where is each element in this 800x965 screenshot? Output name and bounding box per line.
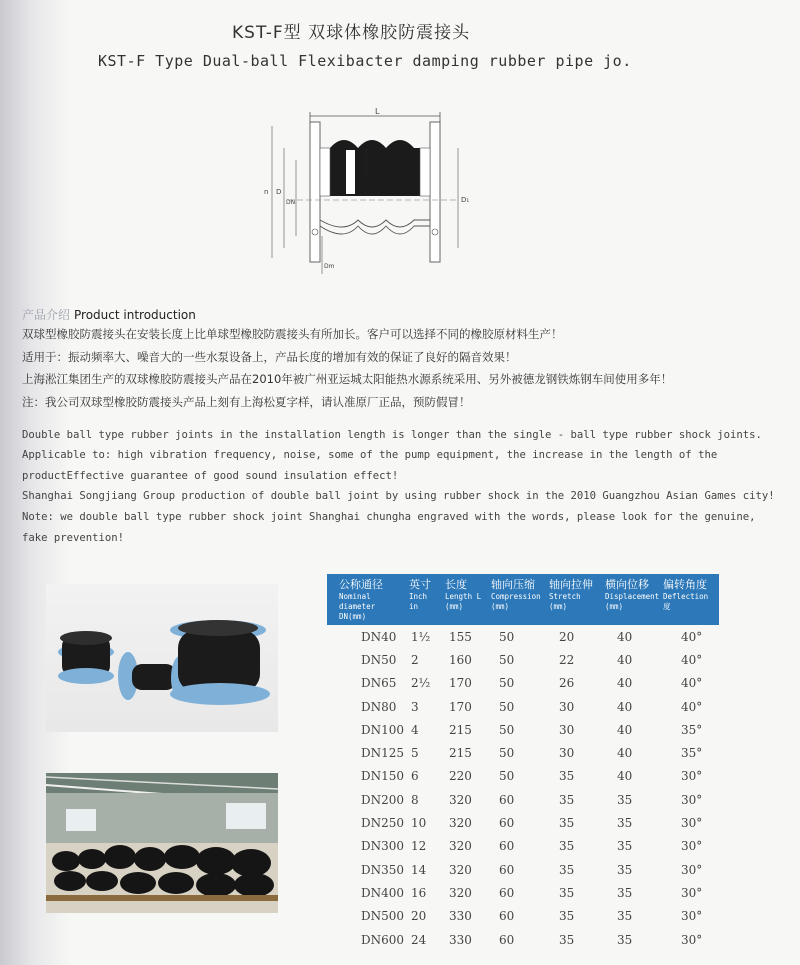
table-row [327, 928, 719, 951]
table-cell: 30° [681, 885, 703, 900]
table-cell: DN250 [361, 816, 405, 831]
header-label-cn: 公称通径 [339, 578, 383, 591]
table-cell: 40 [617, 722, 633, 737]
table-cell: 50 [499, 722, 515, 737]
table-cell: 35 [617, 885, 633, 900]
table-cell: 35 [617, 862, 633, 877]
table-header-cell [601, 574, 659, 625]
table-cell: DN400 [361, 885, 405, 900]
table-cell: 22 [559, 652, 575, 667]
table-cell: 30° [681, 839, 703, 854]
table-cell: 170 [449, 676, 472, 691]
dim-label-Dm: Dm [324, 263, 335, 270]
table-cell: 320 [449, 839, 472, 854]
table-cell: 330 [449, 909, 472, 924]
intro-cn-line-2: 适用于：振动频率大、噪音大的一些水泵设备上，产品长度的增加有效的保证了良好的隔音效果！ [22, 350, 517, 364]
table-row [327, 648, 719, 671]
table-cell: 50 [499, 629, 515, 644]
intro-en-line-1: Double ball type rubber joints in the installation length is longer than the single - ball type rubber shock joints. [22, 429, 762, 441]
table-cell: 35 [559, 885, 575, 900]
product-photo-svg [46, 584, 278, 732]
table-cell: DN200 [361, 792, 405, 807]
table-cell: 30 [559, 699, 575, 714]
table-cell: 40° [681, 676, 703, 691]
table-header-cell [487, 574, 543, 625]
specification-table [327, 574, 719, 951]
table-cell: 12 [411, 839, 427, 854]
table-cell: DN350 [361, 862, 405, 877]
table-cell: 24 [411, 932, 427, 947]
table-cell: 35 [559, 792, 575, 807]
factory-photo [46, 773, 278, 913]
table-cell: 35 [559, 839, 575, 854]
table-cell: 330 [449, 932, 472, 947]
table-cell: 35° [681, 722, 703, 737]
table-cell: 16 [411, 885, 427, 900]
table-cell: 220 [449, 769, 472, 784]
header-label-cn: 长度 [445, 578, 467, 591]
table-cell: DN500 [361, 909, 405, 924]
table-cell: 215 [449, 746, 472, 761]
table-cell: 35 [559, 769, 575, 784]
table-cell: 30° [681, 769, 703, 784]
header-label-en: Stretch (mm) [549, 592, 581, 611]
table-header-cell [403, 574, 439, 625]
table-cell: 40° [681, 629, 703, 644]
table-cell: 20 [559, 629, 575, 644]
table-row [327, 905, 719, 928]
table-cell: 30° [681, 816, 703, 831]
header-label-cn: 轴向压缩 [491, 578, 535, 591]
table-header-cell [543, 574, 601, 625]
dim-label-L: L [375, 108, 380, 116]
header-label-cn: 偏转角度 [663, 578, 707, 591]
table-cell: DN65 [361, 676, 397, 691]
table-cell: 50 [499, 652, 515, 667]
table-cell: 2 [411, 652, 419, 667]
table-cell: 320 [449, 862, 472, 877]
table-cell: 40 [617, 652, 633, 667]
table-cell: 30° [681, 792, 703, 807]
table-cell: 8 [411, 792, 419, 807]
table-cell: 155 [449, 629, 472, 644]
table-cell: 3 [411, 699, 419, 714]
table-cell: 30 [559, 746, 575, 761]
table-cell: DN40 [361, 629, 397, 644]
table-cell: 4 [411, 722, 419, 737]
technical-drawing-svg [258, 108, 490, 280]
table-cell: DN300 [361, 839, 405, 854]
table-row [327, 881, 719, 904]
intro-cn-line-4: 注：我公司双球型橡胶防震接头产品上刻有上海松夏字样，请认准原厂正品，预防假冒！ [22, 395, 471, 409]
header-label-en: Length L (mm) [445, 592, 482, 611]
table-cell: DN150 [361, 769, 405, 784]
table-cell: 35 [617, 839, 633, 854]
table-row [327, 765, 719, 788]
table-cell: 30 [559, 722, 575, 737]
table-body [327, 625, 719, 951]
header-label-en: Deflection 度 [663, 592, 709, 611]
table-cell: 320 [449, 792, 472, 807]
product-introduction-heading [22, 306, 196, 323]
factory-photo-svg [46, 773, 278, 913]
table-cell: 35 [559, 932, 575, 947]
dim-label-n: n [264, 188, 269, 196]
table-cell: 30° [681, 909, 703, 924]
table-header-cell [659, 574, 719, 625]
table-cell: 20 [411, 909, 427, 924]
table-cell: 40 [617, 629, 633, 644]
header-label-cn: 横向位移 [605, 578, 649, 591]
table-cell: 60 [499, 932, 515, 947]
header-label-en: Inch in [409, 592, 428, 611]
table-cell: 160 [449, 652, 472, 667]
table-cell: 30° [681, 932, 703, 947]
table-cell: 50 [499, 676, 515, 691]
table-cell: 60 [499, 862, 515, 877]
table-cell: 26 [559, 676, 575, 691]
table-cell: 50 [499, 699, 515, 714]
table-cell: 40 [617, 699, 633, 714]
table-cell: DN80 [361, 699, 397, 714]
intro-en-line-3: productEffective guarantee of good sound insulation effect! [22, 470, 399, 482]
table-cell: 50 [499, 769, 515, 784]
table-cell: 40° [681, 699, 703, 714]
table-cell: 60 [499, 816, 515, 831]
table-header-cell [327, 574, 403, 625]
table-row [327, 835, 719, 858]
table-cell: DN125 [361, 746, 405, 761]
table-cell: 35 [617, 909, 633, 924]
table-row [327, 695, 719, 718]
intro-en-line-2: Applicable to: high vibration frequency, noise, some of the pump equipment, the increase in the length of the [22, 449, 718, 461]
table-cell: 14 [411, 862, 427, 877]
table-cell: 60 [499, 792, 515, 807]
intro-cn-line-1: 双球型橡胶防震接头在安装长度上比单球型橡胶防震接头有所加长。客户可以选择不同的橡胶原材料生产！ [22, 327, 563, 341]
table-cell: 35 [559, 816, 575, 831]
table-cell: 1½ [411, 629, 431, 644]
header-label-en: Displacement (mm) [605, 592, 660, 611]
title-english: KST-F Type Dual-ball Flexibacter damping rubber pipe jo. [98, 52, 632, 70]
table-cell: 60 [499, 885, 515, 900]
title-chinese: KST-F型 双球体橡胶防震接头 [232, 23, 471, 43]
table-row [327, 672, 719, 695]
table-cell: 60 [499, 839, 515, 854]
table-cell: 5 [411, 746, 419, 761]
intro-en-line-5: Note: we double ball type rubber shock joint Shanghai chungha engraved with the words, please look for the genuine, [22, 511, 756, 523]
table-cell: 40 [617, 769, 633, 784]
header-label-cn: 轴向拉伸 [549, 578, 593, 591]
table-row [327, 788, 719, 811]
table-cell: 35° [681, 746, 703, 761]
table-cell: 40 [617, 676, 633, 691]
table-cell: 215 [449, 722, 472, 737]
table-row [327, 718, 719, 741]
table-cell: 2½ [411, 676, 431, 691]
header-label-en: Compression (mm) [491, 592, 541, 611]
table-cell: 60 [499, 909, 515, 924]
table-cell: DN100 [361, 722, 405, 737]
table-row [327, 811, 719, 834]
table-cell: DN50 [361, 652, 397, 667]
table-cell: 320 [449, 816, 472, 831]
table-row [327, 741, 719, 764]
technical-drawing [258, 108, 490, 280]
intro-en-line-6: fake prevention! [22, 532, 125, 544]
table-cell: 170 [449, 699, 472, 714]
table-cell: 35 [617, 792, 633, 807]
table-cell: 50 [499, 746, 515, 761]
table-cell: 35 [559, 862, 575, 877]
drawing-stamp-label: 双球(橡胶) [364, 148, 371, 177]
product-photo [46, 584, 278, 732]
header-label-en: Nominal diameter DN(mm) [339, 592, 376, 621]
table-row [327, 625, 719, 648]
intro-en-line-4: Shanghai Songjiang Group production of double ball joint by using rubber shock in the 2010 Guangzhou Asian Games city! [22, 490, 775, 502]
table-cell: 6 [411, 769, 419, 784]
heading-english: Product introduction [74, 308, 196, 322]
table-cell: 10 [411, 816, 427, 831]
dim-label-DN: DN [286, 199, 296, 206]
header-label-cn: 英寸 [409, 578, 431, 591]
table-cell: DN600 [361, 932, 405, 947]
dim-label-D: D [276, 188, 282, 196]
table-cell: 35 [559, 909, 575, 924]
table-cell: 40 [617, 746, 633, 761]
table-cell: 30° [681, 862, 703, 877]
table-header-row [327, 574, 719, 625]
table-cell: 320 [449, 885, 472, 900]
intro-cn-line-3: 上海淞江集团生产的双球橡胶防震接头产品在2010年被广州亚运城太阳能热水源系统采用、另外被德龙钢铁炼钢车间使用多年！ [22, 372, 673, 386]
table-cell: 35 [617, 816, 633, 831]
dim-label-D1: D₁ [461, 196, 470, 204]
table-cell: 40° [681, 652, 703, 667]
table-cell: 35 [617, 932, 633, 947]
heading-chinese: 产品介绍 [22, 308, 71, 322]
table-row [327, 858, 719, 881]
table-header-cell [439, 574, 487, 625]
